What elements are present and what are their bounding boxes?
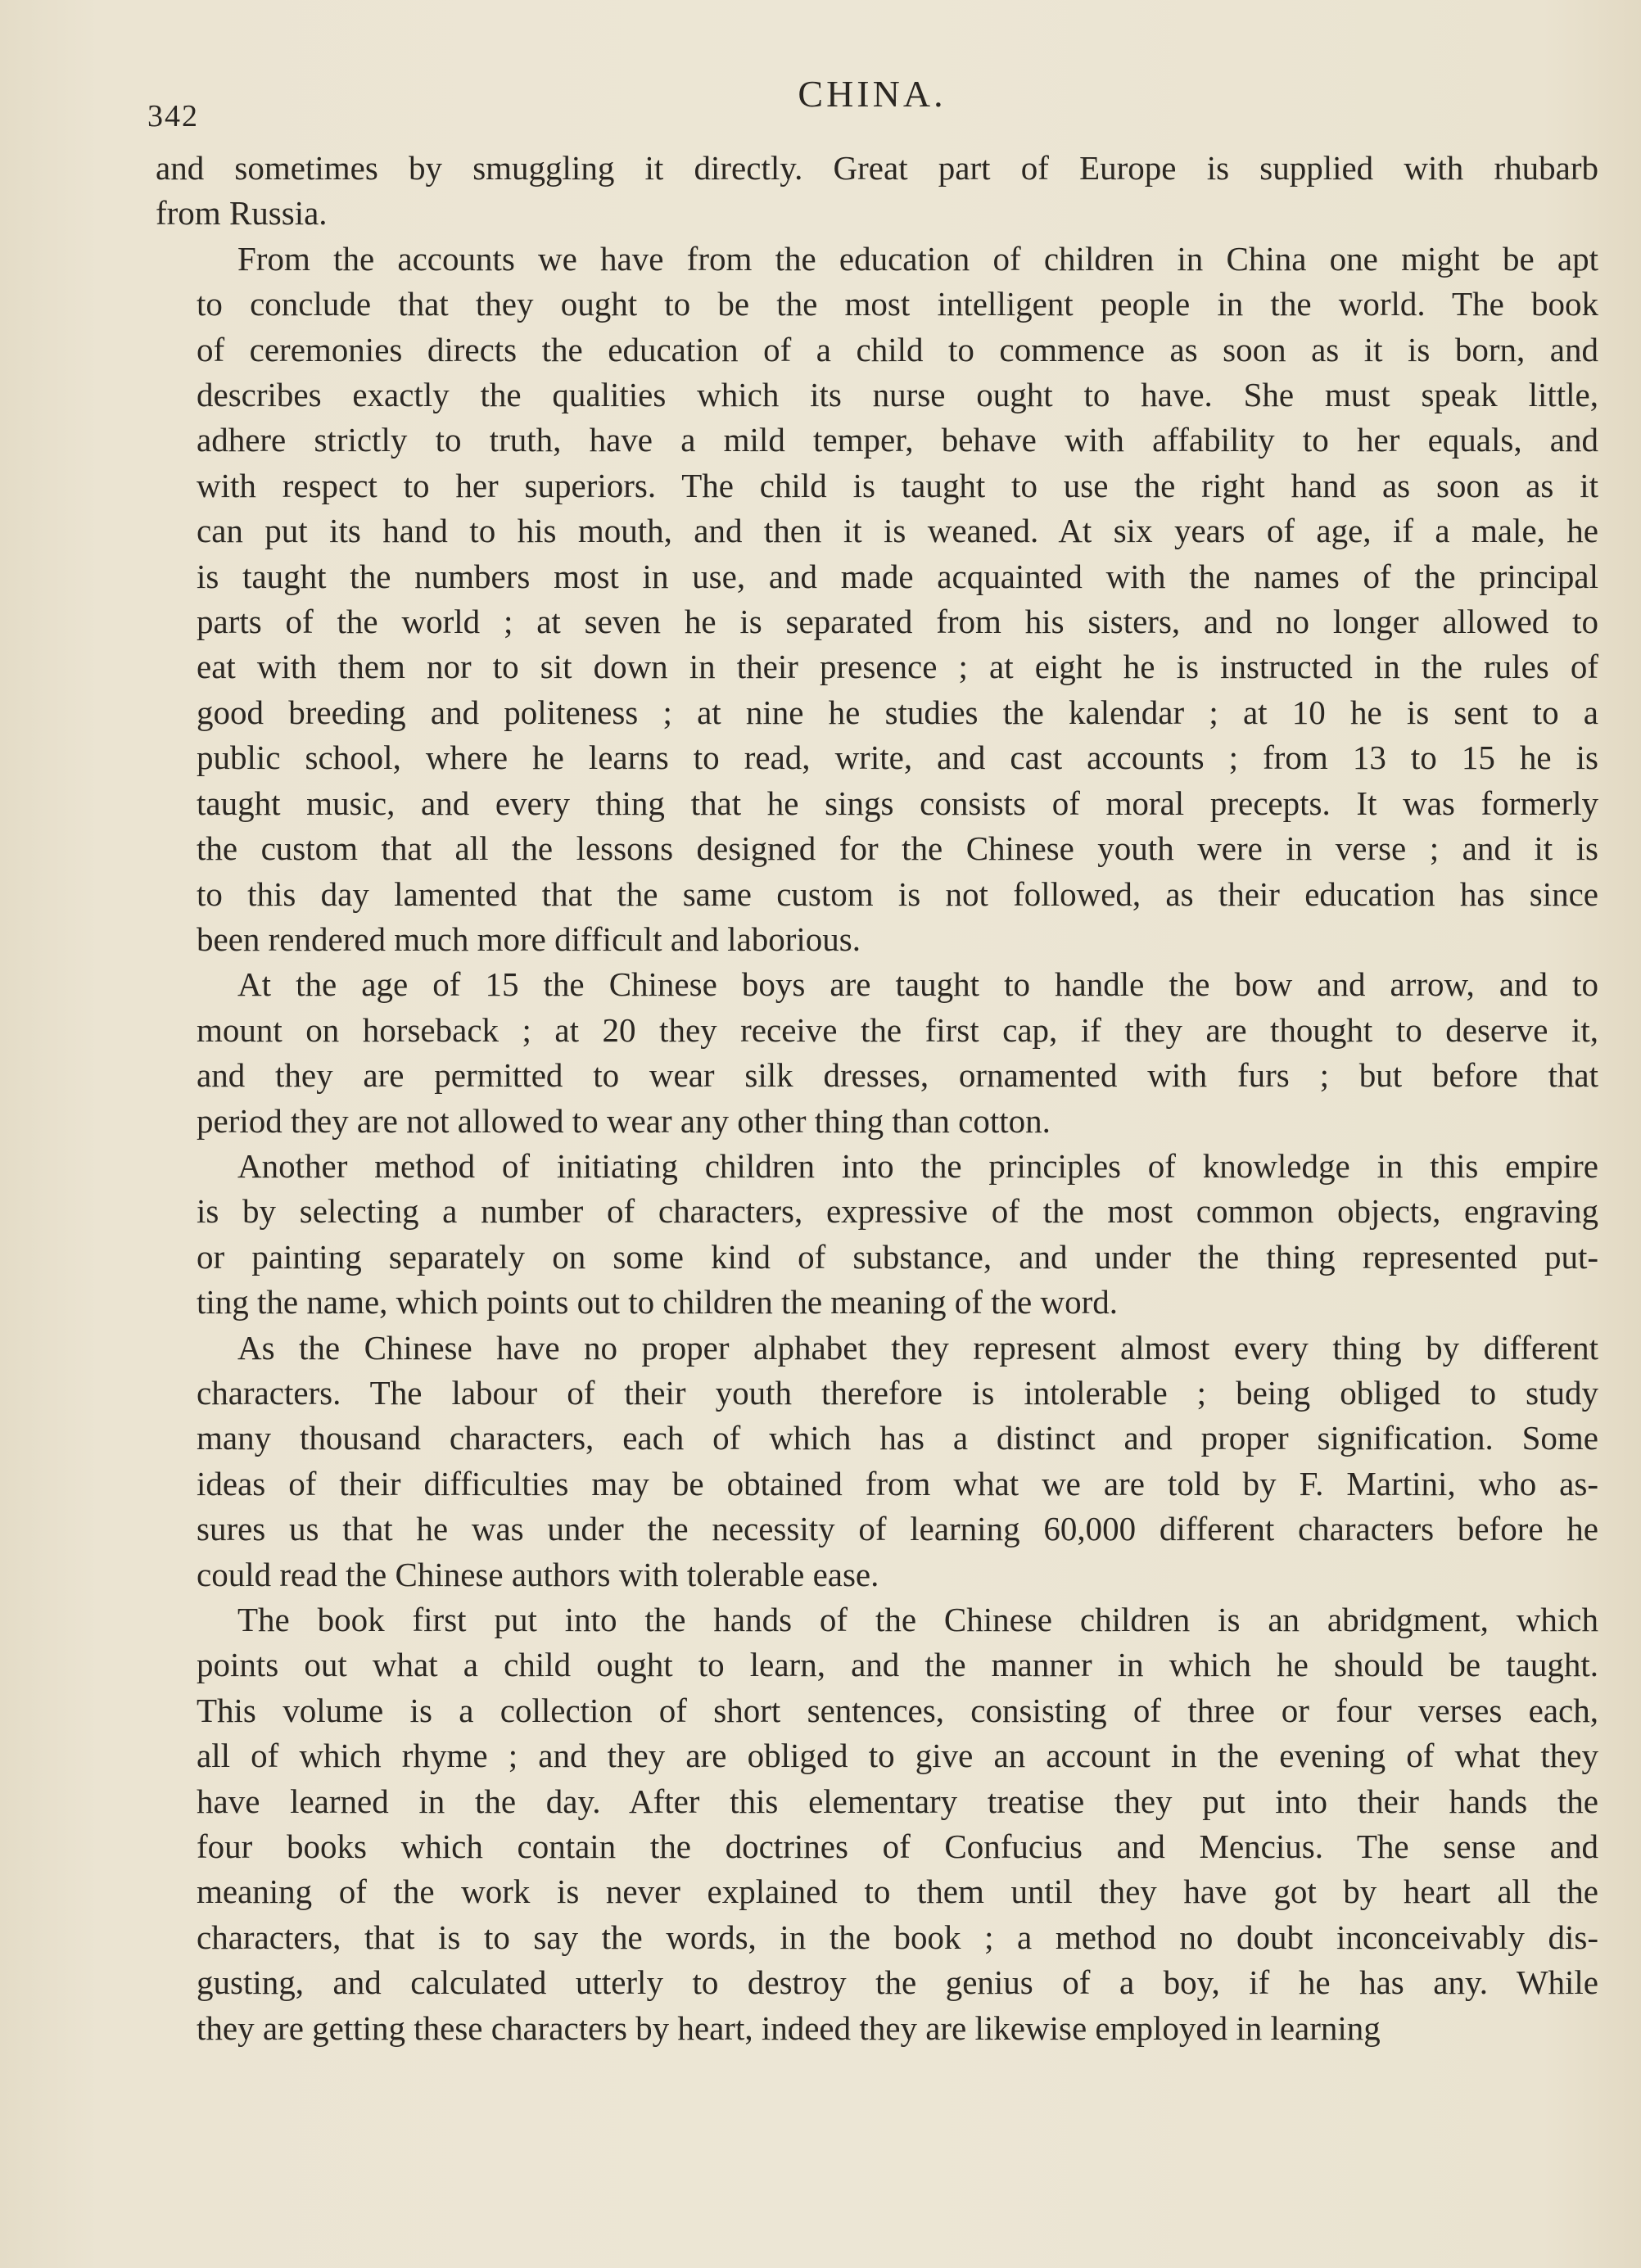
paragraph bbox=[156, 146, 1598, 237]
text-line: and they are permitted to wear silk dresses, ornamented with furs ; but before that bbox=[197, 1056, 1598, 1095]
text-line: taught music, and every thing that he sings consists of moral precepts. It was formerly bbox=[197, 784, 1598, 822]
text-line: At the age of 15 the Chinese boys are taught to handle the bow and arrow, and to bbox=[237, 965, 1598, 1004]
text-line: they are getting these characters by heart, indeed they are likewise employed in learning bbox=[197, 2008, 1381, 2047]
text-line: is taught the numbers most in use, and made acquainted with the names of the principal bbox=[197, 557, 1598, 595]
text-line: characters. The labour of their youth therefore is intolerable ; being obliged to study bbox=[197, 1373, 1598, 1412]
text-line: of ceremonies directs the education of a child to commence as soon as it is born, and bbox=[197, 330, 1598, 368]
running-title: CHINA. bbox=[798, 73, 947, 115]
text-line: to conclude that they ought to be the most intelligent people in the world. The book bbox=[197, 285, 1598, 323]
text-line: The book first put into the hands of the Chinese children is an abridgment, which bbox=[237, 1601, 1598, 1638]
page-header bbox=[147, 72, 1597, 133]
paragraph bbox=[156, 237, 1598, 963]
text-line: This volume is a collection of short sentences, consisting of three or four verses each, bbox=[197, 1691, 1598, 1729]
text-line: could read the Chinese authors with tolerable ease. bbox=[197, 1555, 879, 1593]
text-line: from Russia. bbox=[156, 194, 328, 233]
paragraph bbox=[156, 1326, 1598, 1597]
text-line: is by selecting a number of characters, expressive of the most common objects, engraving bbox=[197, 1192, 1598, 1231]
paragraph bbox=[156, 1144, 1598, 1326]
text-line: mount on horseback ; at 20 they receive the first cap, if they are thought to deserve it, bbox=[197, 1010, 1598, 1049]
paragraph bbox=[156, 1597, 1598, 2051]
text-line: good breeding and politeness ; at nine he studies the kalendar ; at 10 he is sent to a bbox=[197, 693, 1598, 731]
text-line: period they are not allowed to wear any other thing than cotton. bbox=[197, 1101, 1051, 1140]
text-line: From the accounts we have from the education of children in China one might be apt bbox=[237, 239, 1598, 278]
text-line: can put its hand to his mouth, and then it is weaned. At six years of age, if a male, he bbox=[197, 512, 1598, 550]
text-line: characters, that is to say the words, in the book ; a method no doubt inconceivably dis- bbox=[197, 1918, 1598, 1956]
text-line: adhere strictly to truth, have a mild temper, behave with affability to her equals, and bbox=[197, 421, 1598, 459]
text-line: As the Chinese have no proper alphabet they represent almost every thing by different bbox=[237, 1328, 1598, 1367]
paragraph bbox=[156, 962, 1598, 1144]
text-line: meaning of the work is never explained to them until they have got by heart all the bbox=[197, 1873, 1598, 1911]
text-line: sures us that he was under the necessity of learning 60,000 different characters before he bbox=[197, 1510, 1598, 1548]
text-line: the custom that all the lessons designed for the Chinese youth were in verse ; and it is bbox=[197, 829, 1598, 868]
text-line: all of which rhyme ; and they are obliged to give an account in the evening of what they bbox=[197, 1737, 1598, 1775]
text-line: Another method of initiating children into the principles of knowledge in this empire bbox=[237, 1146, 1598, 1185]
text-line: and sometimes by smuggling it directly. Great part of Europe is supplied with rhubarb bbox=[156, 149, 1598, 187]
text-line: been rendered much more difficult and laborious. bbox=[197, 919, 861, 958]
text-line: describes exactly the qualities which its nurse ought to have. She must speak little, bbox=[197, 376, 1598, 414]
body-text bbox=[156, 146, 1598, 2051]
text-line: gusting, and calculated utterly to destroy the genius of a boy, if he has any. While bbox=[197, 1963, 1598, 2002]
text-line: many thousand characters, each of which has a distinct and proper signification. Some bbox=[197, 1419, 1598, 1457]
text-line: have learned in the day. After this elementary treatise they put into their hands the bbox=[197, 1782, 1598, 1820]
text-line: ideas of their difficulties may be obtained from what we are told by F. Martini, who as- bbox=[197, 1464, 1598, 1502]
text-line: points out what a child ought to learn, and the manner in which he should be taught. bbox=[197, 1646, 1598, 1684]
text-line: to this day lamented that the same custom is not followed, as their education has since bbox=[197, 874, 1598, 913]
text-line: with respect to her superiors. The child is taught to use the right hand as soon as it bbox=[197, 466, 1598, 504]
page-number: 342 bbox=[147, 99, 199, 133]
text-line: four books which contain the doctrines of Confucius and Mencius. The sense and bbox=[197, 1828, 1598, 1866]
text-line: eat with them nor to sit down in their presence ; at eight he is instructed in the rules of bbox=[197, 648, 1598, 686]
text-line: parts of the world ; at seven he is separated from his sisters, and no longer allowed to bbox=[197, 603, 1598, 641]
text-line: public school, where he learns to read, write, and cast accounts ; from 13 to 15 he is bbox=[197, 739, 1598, 777]
text-line: ting the name, which points out to children the meaning of the word. bbox=[197, 1283, 1118, 1321]
text-line: or painting separately on some kind of substance, and under the thing represented put- bbox=[197, 1237, 1598, 1276]
